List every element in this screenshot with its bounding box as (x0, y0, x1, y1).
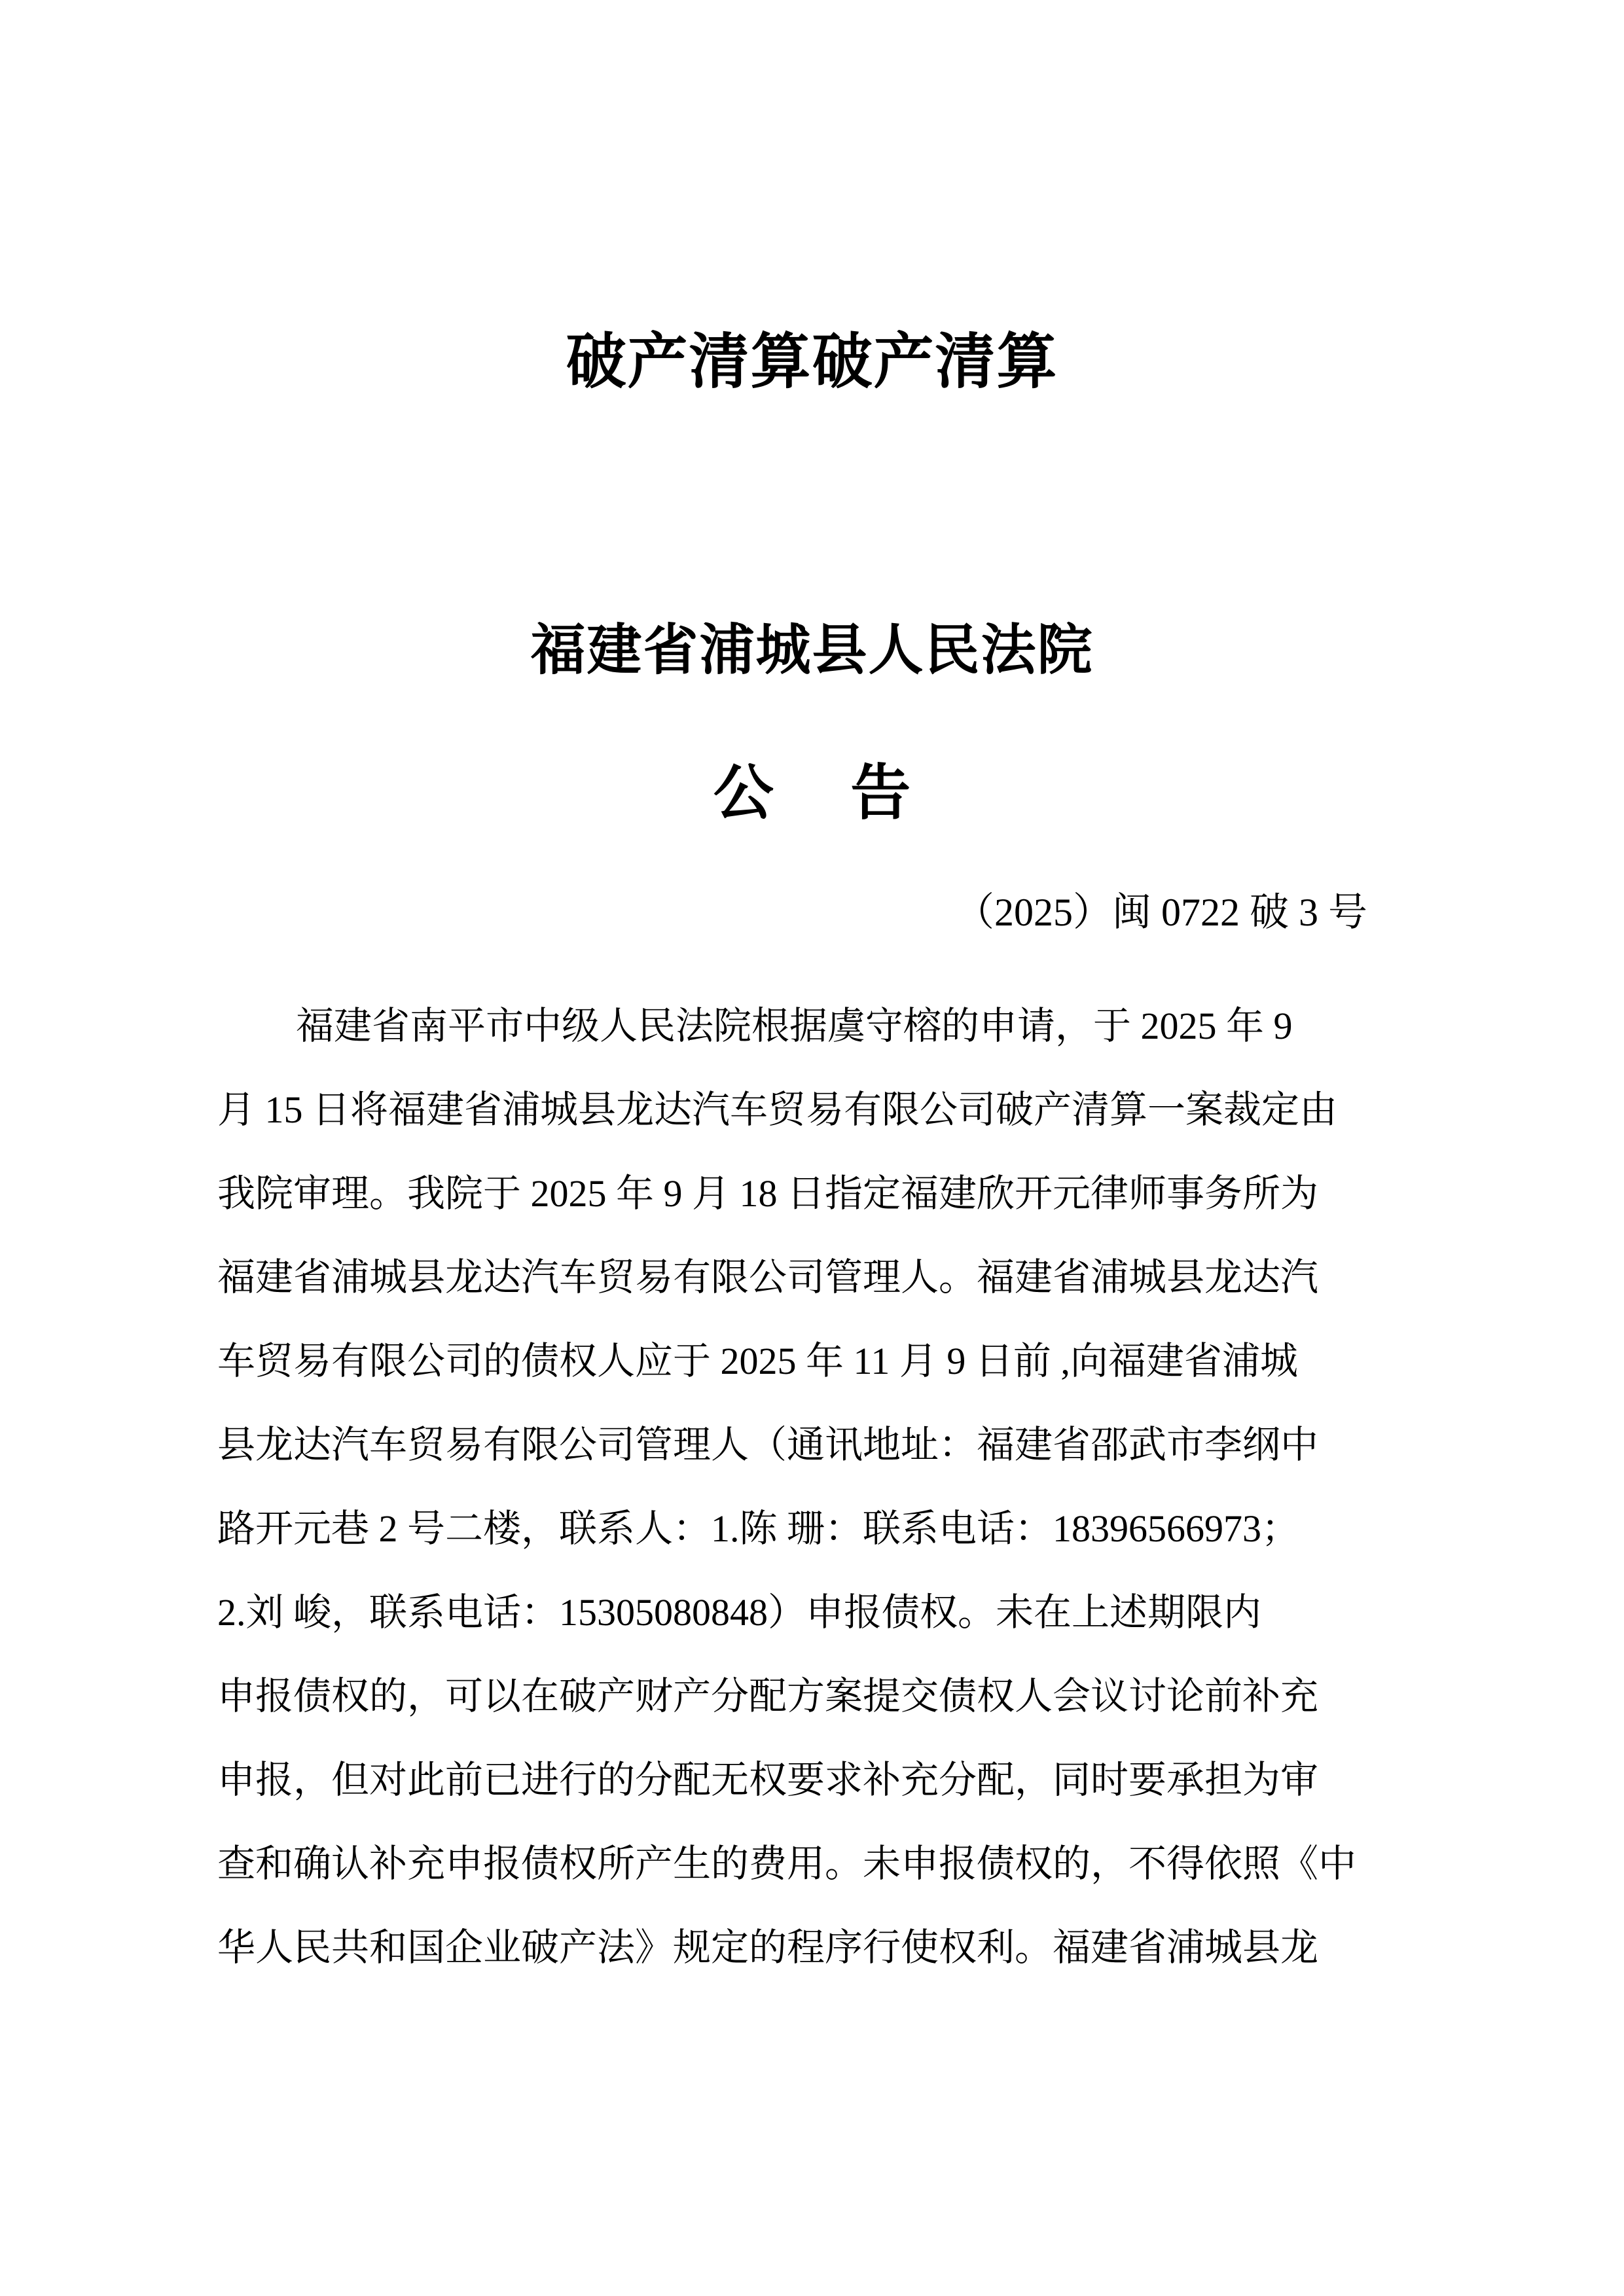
body-line: 福建省南平市中级人民法院根据虞守榕的申请，于 2025 年 9 (296, 1005, 1293, 1047)
body-line: 2.刘 峻，联系电话：15305080848）申报债权。未在上述期限内 (217, 1591, 1262, 1634)
body-line: 月 15 日将福建省浦城县龙达汽车贸易有限公司破产清算一案裁定由 (217, 1088, 1338, 1131)
announcement-body (217, 984, 1407, 1990)
body-line: 路开元巷 2 号二楼，联系人：1.陈 珊：联系电话：18396566973； (217, 1507, 1300, 1550)
body-line: 申报，但对此前已进行的分配无权要求补充分配，同时要承担为审 (217, 1759, 1319, 1801)
body-line: 查和确认补充申报债权所产生的费用。未申报债权的，不得依照《中 (217, 1842, 1357, 1885)
body-line: 车贸易有限公司的债权人应于 2025 年 11 月 9 日前 ,向福建省浦城 (217, 1340, 1298, 1382)
case-number: （2025）闽 0722 破 3 号 (955, 891, 1367, 934)
body-line: 我院审理。我院于 2025 年 9 月 18 日指定福建欣开元律师事务所为 (217, 1172, 1319, 1215)
body-line: 县龙达汽车贸易有限公司管理人（通讯地址：福建省邵武市李纲中 (217, 1424, 1319, 1466)
body-line: 申报债权的，可以在破产财产分配方案提交债权人会议讨论前补充 (217, 1675, 1319, 1717)
body-line: 华人民共和国企业破产法》规定的程序行使权利。福建省浦城县龙 (217, 1926, 1319, 1969)
document-title: 破产清算破产清算 (566, 329, 1058, 395)
court-name-heading: 福建省浦城县人民法院 (530, 619, 1094, 681)
body-line: 福建省浦城县龙达汽车贸易有限公司管理人。福建省浦城县龙达汽 (217, 1256, 1319, 1299)
notice-heading: 公 告 (713, 760, 911, 827)
